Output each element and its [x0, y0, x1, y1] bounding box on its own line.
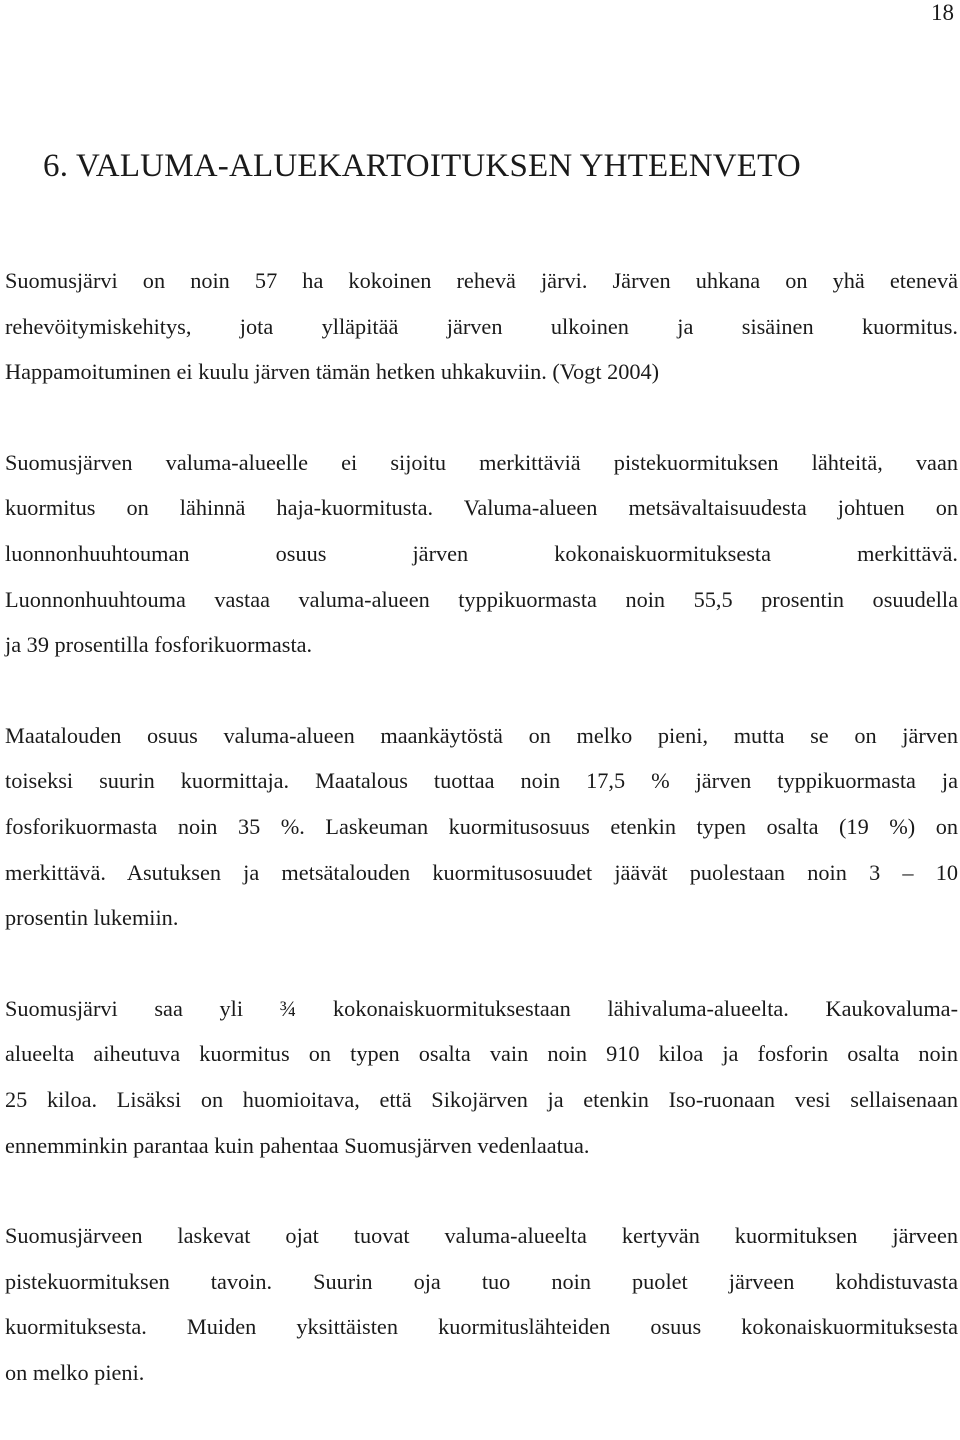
- paragraph-agriculture: [5, 713, 958, 941]
- paragraph-ditches: [5, 1213, 958, 1395]
- paragraph-line: alueelta aiheutuva kuormitus on typen osalta vain noin 910 kiloa ja fosforin osalta noin: [5, 1041, 958, 1067]
- body-text: [5, 258, 958, 1440]
- paragraph-line: ennemminkin parantaa kuin pahentaa Suomusjärven vedenlaatua.: [5, 1132, 590, 1158]
- paragraph-line: Suomusjärveen laskevat ojat tuovat valuma-alueelta kertyvän kuormituksen järveen: [5, 1223, 958, 1249]
- paragraph-line: ja 39 prosentilla fosforikuormasta.: [5, 632, 313, 658]
- paragraph-line: kuormitus on lähinnä haja-kuormitusta. Valuma-alueen metsävaltaisuudesta johtuen on: [5, 495, 958, 521]
- paragraph-line: 25 kiloa. Lisäksi on huomioitava, että Sikojärven ja etenkin Iso-ruonaan vesi sellaisenaan: [5, 1086, 958, 1112]
- paragraph-line: fosforikuormasta noin 35 %. Laskeuman kuormitusosuus etenkin typen osalta (19 %) on: [5, 813, 958, 839]
- paragraph-line: kuormituksesta. Muiden yksittäisten kuormituslähteiden osuus kokonaiskuormituksesta: [5, 1314, 958, 1340]
- paragraph-line: Luonnonhuuhtouma vastaa valuma-alueen typpikuormasta noin 55,5 prosentin osuudella: [5, 586, 958, 612]
- paragraph-line: Maatalouden osuus valuma-alueen maankäytöstä on melko pieni, mutta se on järven: [5, 722, 958, 748]
- paragraph-line: on melko pieni.: [5, 1359, 145, 1385]
- page-number: 18: [931, 0, 954, 25]
- section-heading: 6. VALUMA-ALUEKARTOITUKSEN YHTEENVETO: [43, 148, 801, 184]
- paragraph-point-load: [5, 440, 958, 668]
- paragraph-line: pistekuormituksen tavoin. Suurin oja tuo noin puolet järveen kohdistuvasta: [5, 1268, 958, 1294]
- paragraph-line: luonnonhuuhtouman osuus järven kokonaiskuormituksesta merkittävä.: [5, 540, 958, 566]
- paragraph-line: toiseksi suurin kuormittaja. Maatalous tuottaa noin 17,5 % järven typpikuormasta ja: [5, 768, 958, 794]
- paragraph-summary: [5, 258, 958, 395]
- paragraph-line: Happamoituminen ei kuulu järven tämän hetken uhkakuviin. (Vogt 2004): [5, 359, 660, 385]
- paragraph-line: Suomusjärven valuma-alueelle ei sijoitu merkittäviä pistekuormituksen lähteitä, vaan: [5, 449, 958, 475]
- paragraph-line: prosentin lukemiin.: [5, 905, 179, 931]
- paragraph-line: merkittävä. Asutuksen ja metsätalouden kuormitusosuudet jäävät puolestaan noin 3 – 10: [5, 859, 958, 885]
- paragraph-line: rehevöitymiskehitys, jota ylläpitää järven ulkoinen ja sisäinen kuormitus.: [5, 313, 958, 339]
- paragraph-catchment: [5, 986, 958, 1168]
- paragraph-line: Suomusjärvi saa yli ¾ kokonaiskuormituksestaan lähivaluma-alueelta. Kaukovaluma-: [5, 995, 958, 1021]
- paragraph-line: Suomusjärvi on noin 57 ha kokoinen rehevä järvi. Järven uhkana on yhä etenevä: [5, 268, 958, 293]
